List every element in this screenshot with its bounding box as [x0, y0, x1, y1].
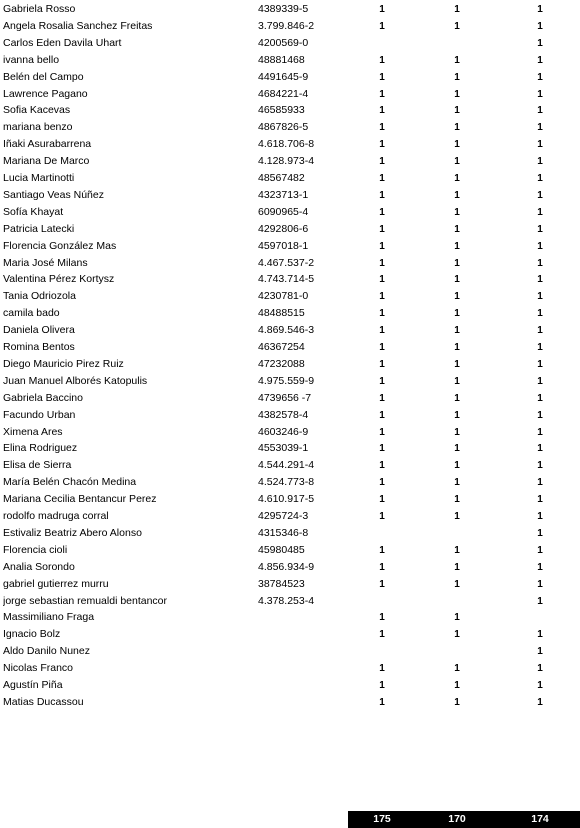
- table-row: [0, 136, 580, 153]
- mark-column-3: 1: [537, 342, 543, 353]
- person-id: 4.544.291-4: [258, 459, 315, 472]
- mark-column-3: 1: [537, 257, 543, 269]
- mark-column-3: 1: [537, 139, 543, 151]
- person-name: Agustín Piña: [3, 679, 63, 691]
- mark-column-2: 1: [454, 308, 460, 320]
- mark-column-2: 1: [454, 426, 460, 438]
- mark-column-2: 1: [454, 173, 460, 184]
- person-name: camila bado: [3, 307, 60, 320]
- mark-column-3: 1: [537, 629, 543, 641]
- mark-column-2: 1: [454, 325, 460, 337]
- mark-column-2: 1: [454, 122, 460, 134]
- mark-column-2: 1: [454, 291, 460, 303]
- table-row: [0, 424, 580, 441]
- person-id: 47232088: [258, 357, 305, 370]
- mark-column-3: 1: [537, 680, 543, 691]
- mark-column-2: 1: [454, 663, 460, 675]
- table-row: [0, 542, 580, 559]
- table-row: [0, 69, 580, 86]
- mark-column-2: 1: [454, 240, 460, 252]
- mark-column-2: 1: [454, 189, 460, 201]
- person-name: Aldo Danilo Nunez: [3, 645, 90, 658]
- mark-column-1: 1: [379, 54, 385, 66]
- table-row: [0, 474, 580, 491]
- mark-column-1: 1: [379, 20, 385, 32]
- person-id: 4867826-5: [258, 121, 309, 134]
- mark-column-3: 1: [537, 173, 543, 184]
- mark-column-2: [451, 643, 463, 660]
- mark-column-1: 1: [379, 342, 385, 353]
- mark-column-1: 1: [379, 409, 385, 421]
- person-id: 38784523: [258, 577, 305, 590]
- mark-column-1: 1: [379, 663, 385, 675]
- person-name: Ignacio Bolz: [3, 628, 61, 641]
- person-id: 4.869.546-3: [258, 324, 315, 337]
- mark-column-3: 1: [537, 240, 543, 252]
- mark-column-2: 1: [454, 139, 460, 151]
- mark-column-3: 1: [537, 578, 543, 590]
- mark-column-2: 1: [454, 544, 460, 556]
- person-id: 4315346-8: [258, 526, 309, 539]
- mark-column-3: 1: [537, 156, 543, 168]
- table-row: [0, 35, 580, 52]
- mark-column-3: 1: [537, 494, 543, 506]
- mark-column-1: 1: [379, 139, 385, 151]
- mark-column-2: 1: [454, 20, 460, 32]
- person-id: 4.524.773-8: [258, 476, 315, 489]
- mark-column-3: 1: [537, 291, 543, 303]
- person-id: 4491645-9: [258, 70, 309, 83]
- person-name: María Belén Chacón Medina: [3, 476, 137, 489]
- table-row: [0, 593, 580, 610]
- table-row: [0, 373, 580, 390]
- mark-column-3: 1: [537, 392, 543, 404]
- mark-column-3: 1: [537, 443, 543, 455]
- mark-column-3: 1: [537, 54, 543, 66]
- mark-column-2: 1: [454, 375, 460, 387]
- mark-column-1: 1: [379, 426, 385, 438]
- table-row: [0, 1, 580, 18]
- person-name: Sofía Khayat: [3, 205, 64, 218]
- person-name: Angela Rosalia Sanchez Freitas: [3, 19, 153, 32]
- mark-column-3: 1: [537, 325, 543, 337]
- table-row: [0, 508, 580, 525]
- person-name: Nicolas Franco: [3, 662, 74, 675]
- person-id: 4295724-3: [258, 510, 309, 522]
- mark-column-2: 1: [454, 612, 460, 624]
- table-row: [0, 339, 580, 356]
- person-id: 4382578-4: [258, 408, 309, 421]
- mark-column-3: 1: [537, 358, 543, 370]
- table-row: [0, 643, 580, 660]
- mark-column-1: 1: [379, 629, 385, 641]
- mark-column-3: 1: [537, 189, 543, 201]
- table-row: [0, 52, 580, 69]
- person-id: 3.799.846-2: [258, 19, 315, 32]
- mark-column-1: 1: [379, 477, 385, 489]
- person-name: rodolfo madruga corral: [3, 510, 109, 522]
- person-name: Ximena Ares: [3, 425, 63, 438]
- mark-column-3: 1: [537, 274, 543, 286]
- mark-column-3: 1: [537, 88, 543, 100]
- person-id: 4.743.714-5: [258, 273, 315, 286]
- person-name: Mariana Cecilia Bentancur Perez: [3, 493, 157, 506]
- mark-column-3: 1: [537, 511, 543, 522]
- mark-column-1: 1: [379, 561, 385, 573]
- mark-column-3: 1: [537, 477, 543, 489]
- total-column-2: 170: [448, 813, 466, 825]
- table-row: [0, 221, 580, 238]
- person-id: [258, 694, 358, 711]
- mark-column-3: 1: [537, 308, 543, 320]
- mark-column-3: 1: [537, 206, 543, 218]
- mark-column-2: 1: [454, 358, 460, 370]
- person-name: Iñaki Asurabarrena: [3, 138, 92, 151]
- person-id: [258, 609, 358, 626]
- person-name: Maria José Milans: [3, 256, 88, 269]
- mark-column-3: 1: [537, 122, 543, 134]
- mark-column-3: [534, 609, 546, 626]
- person-name: Daniela Olivera: [3, 324, 75, 337]
- mark-column-3: 1: [537, 527, 543, 539]
- person-name: jorge sebastian remualdi bentancor: [3, 594, 168, 607]
- table-row: [0, 440, 580, 457]
- mark-column-2: 1: [454, 54, 460, 66]
- table-row: [0, 86, 580, 103]
- person-name: Elisa de Sierra: [3, 459, 72, 472]
- person-name: Matias Ducassou: [3, 695, 84, 708]
- person-name: Diego Mauricio Pirez Ruiz: [3, 357, 124, 370]
- mark-column-1: 1: [379, 122, 385, 134]
- person-id: [258, 626, 358, 643]
- person-id: 4.618.706-8: [258, 138, 315, 151]
- mark-column-3: 1: [537, 646, 543, 658]
- mark-column-2: 1: [454, 4, 460, 15]
- mark-column-1: 1: [379, 680, 385, 691]
- person-name: Mariana De Marco: [3, 155, 90, 168]
- mark-column-2: [451, 35, 463, 52]
- person-id: 4603246-9: [258, 425, 309, 438]
- person-name: Florencia González Mas: [3, 239, 117, 252]
- mark-column-3: 1: [537, 544, 543, 556]
- table-row: [0, 576, 580, 593]
- table-row: [0, 305, 580, 322]
- person-name: Elina Rodriguez: [3, 442, 78, 455]
- person-name: Sofia Kacevas: [3, 104, 71, 117]
- table-row: [0, 660, 580, 677]
- mark-column-3: 1: [537, 223, 543, 235]
- person-id: 46585933: [258, 104, 305, 117]
- mark-column-3: 1: [537, 375, 543, 387]
- mark-column-2: 1: [454, 206, 460, 218]
- person-name: Patricia Latecki: [3, 222, 75, 235]
- person-id: 6090965-4: [258, 205, 309, 218]
- mark-column-2: 1: [454, 274, 460, 286]
- person-name: Romina Bentos: [3, 341, 75, 353]
- mark-column-3: 1: [537, 409, 543, 421]
- mark-column-1: 1: [379, 88, 385, 100]
- mark-column-1: 1: [379, 4, 385, 15]
- mark-column-1: 1: [379, 291, 385, 303]
- mark-column-3: 1: [537, 595, 543, 607]
- mark-column-1: 1: [379, 511, 385, 522]
- mark-column-3: 1: [537, 71, 543, 83]
- mark-column-1: 1: [379, 156, 385, 168]
- mark-column-2: 1: [454, 680, 460, 691]
- mark-column-1: 1: [379, 443, 385, 455]
- mark-column-1: 1: [379, 494, 385, 506]
- table-row: [0, 356, 580, 373]
- person-id: 46367254: [258, 341, 305, 353]
- mark-column-1: 1: [379, 223, 385, 235]
- table-row: [0, 525, 580, 542]
- person-id: 4.975.559-9: [258, 374, 315, 387]
- mark-column-3: 1: [537, 20, 543, 32]
- table-row: [0, 187, 580, 204]
- table-row: [0, 238, 580, 255]
- mark-column-2: 1: [454, 477, 460, 489]
- person-id: 4323713-1: [258, 188, 309, 201]
- person-id: 4389339-5: [258, 3, 309, 15]
- mark-column-1: 1: [379, 308, 385, 320]
- table-row: [0, 288, 580, 305]
- person-name: Gabriela Baccino: [3, 391, 83, 404]
- table-row: [0, 491, 580, 508]
- person-name: Estivaliz Beatriz Abero Alonso: [3, 526, 142, 539]
- mark-column-1: 1: [379, 206, 385, 218]
- mark-column-1: 1: [379, 274, 385, 286]
- person-id: 45980485: [258, 543, 305, 556]
- table-row: [0, 119, 580, 136]
- mark-column-2: 1: [454, 105, 460, 117]
- mark-column-1: [376, 643, 388, 660]
- mark-column-1: 1: [379, 240, 385, 252]
- table-row: [0, 609, 580, 626]
- table-row: [0, 559, 580, 576]
- person-id: 48488515: [258, 307, 305, 320]
- mark-column-3: 1: [537, 426, 543, 438]
- mark-column-2: [451, 525, 463, 542]
- person-name: Massimiliano Fraga: [3, 611, 95, 624]
- total-column-3: 174: [531, 813, 549, 825]
- mark-column-1: 1: [379, 696, 385, 708]
- mark-column-3: 1: [537, 663, 543, 675]
- table-row: [0, 677, 580, 694]
- mark-column-2: 1: [454, 578, 460, 590]
- mark-column-1: 1: [379, 612, 385, 624]
- table-row: [0, 102, 580, 119]
- person-name: mariana benzo: [3, 121, 73, 134]
- table-row: [0, 390, 580, 407]
- mark-column-2: 1: [454, 443, 460, 455]
- person-id: [258, 643, 358, 660]
- person-name: Lucia Martinotti: [3, 172, 75, 184]
- mark-column-3: 1: [537, 561, 543, 573]
- person-name: Florencia cioli: [3, 543, 68, 556]
- person-name: Carlos Eden Davila Uhart: [3, 36, 122, 49]
- person-id: 4200569-0: [258, 36, 309, 49]
- mark-column-3: 1: [537, 4, 543, 15]
- table-row: [0, 170, 580, 187]
- table-row: [0, 407, 580, 424]
- mark-column-1: 1: [379, 105, 385, 117]
- mark-column-3: 1: [537, 696, 543, 708]
- mark-column-1: 1: [379, 578, 385, 590]
- person-id: 4739656 -7: [258, 391, 312, 404]
- person-id: 4.128.973-4: [258, 155, 315, 168]
- mark-column-2: [451, 593, 463, 610]
- person-name: Tania Odriozola: [3, 290, 76, 303]
- mark-column-1: 1: [379, 544, 385, 556]
- mark-column-1: 1: [379, 375, 385, 387]
- mark-column-1: [376, 525, 388, 542]
- person-name: ivanna bello: [3, 53, 60, 66]
- table-row: [0, 18, 580, 35]
- person-name: Analia Sorondo: [3, 560, 75, 573]
- person-name: Juan Manuel Alborés Katopulis: [3, 374, 148, 387]
- person-id: 48567482: [258, 172, 305, 184]
- mark-column-1: 1: [379, 392, 385, 404]
- table-row: [0, 204, 580, 221]
- mark-column-2: 1: [454, 561, 460, 573]
- mark-column-2: 1: [454, 71, 460, 83]
- mark-column-2: 1: [454, 223, 460, 235]
- mark-column-2: 1: [454, 460, 460, 472]
- mark-column-2: 1: [454, 409, 460, 421]
- person-id: 4230781-0: [258, 290, 309, 303]
- mark-column-2: 1: [454, 494, 460, 506]
- mark-column-1: 1: [379, 325, 385, 337]
- person-id: 4.467.537-2: [258, 256, 315, 269]
- table-row: [0, 457, 580, 474]
- person-name: Santiago Veas Núñez: [3, 188, 104, 201]
- table-row: [0, 255, 580, 272]
- mark-column-1: 1: [379, 173, 385, 184]
- mark-column-3: 1: [537, 460, 543, 472]
- person-id: 4597018-1: [258, 239, 309, 252]
- person-id: 4292806-6: [258, 222, 309, 235]
- person-id: 4.610.917-5: [258, 493, 315, 506]
- person-id: 4684221-4: [258, 87, 309, 100]
- totals-bar: [348, 811, 580, 828]
- mark-column-2: 1: [454, 257, 460, 269]
- person-id: [258, 660, 358, 677]
- mark-column-1: 1: [379, 460, 385, 472]
- table-row: [0, 626, 580, 643]
- mark-column-2: 1: [454, 511, 460, 522]
- person-name: gabriel gutierrez murru: [3, 577, 109, 590]
- mark-column-1: [376, 35, 388, 52]
- mark-column-2: 1: [454, 88, 460, 100]
- mark-column-2: 1: [454, 156, 460, 168]
- mark-column-2: 1: [454, 629, 460, 641]
- person-name: Lawrence Pagano: [3, 87, 88, 100]
- mark-column-1: 1: [379, 189, 385, 201]
- table-row: [0, 322, 580, 339]
- person-id: 4.378.253-4: [258, 594, 315, 607]
- person-name: Belén del Campo: [3, 70, 84, 83]
- mark-column-2: 1: [454, 696, 460, 708]
- mark-column-2: 1: [454, 392, 460, 404]
- total-column-1: 175: [373, 813, 391, 825]
- mark-column-1: [376, 593, 388, 610]
- person-id: 48881468: [258, 53, 305, 66]
- mark-column-2: 1: [454, 342, 460, 353]
- person-name: Valentina Pérez Kortysz: [3, 273, 115, 286]
- mark-column-1: 1: [379, 358, 385, 370]
- person-id: 4553039-1: [258, 442, 309, 455]
- table-row: [0, 153, 580, 170]
- mark-column-3: 1: [537, 105, 543, 117]
- table-row: [0, 694, 580, 711]
- person-name: Gabriela Rosso: [3, 3, 76, 15]
- person-id: 4.856.934-9: [258, 560, 315, 573]
- person-name: Facundo Urban: [3, 408, 76, 421]
- mark-column-1: 1: [379, 71, 385, 83]
- mark-column-1: 1: [379, 257, 385, 269]
- person-id: [258, 677, 358, 694]
- mark-column-3: 1: [537, 37, 543, 49]
- table-row: [0, 271, 580, 288]
